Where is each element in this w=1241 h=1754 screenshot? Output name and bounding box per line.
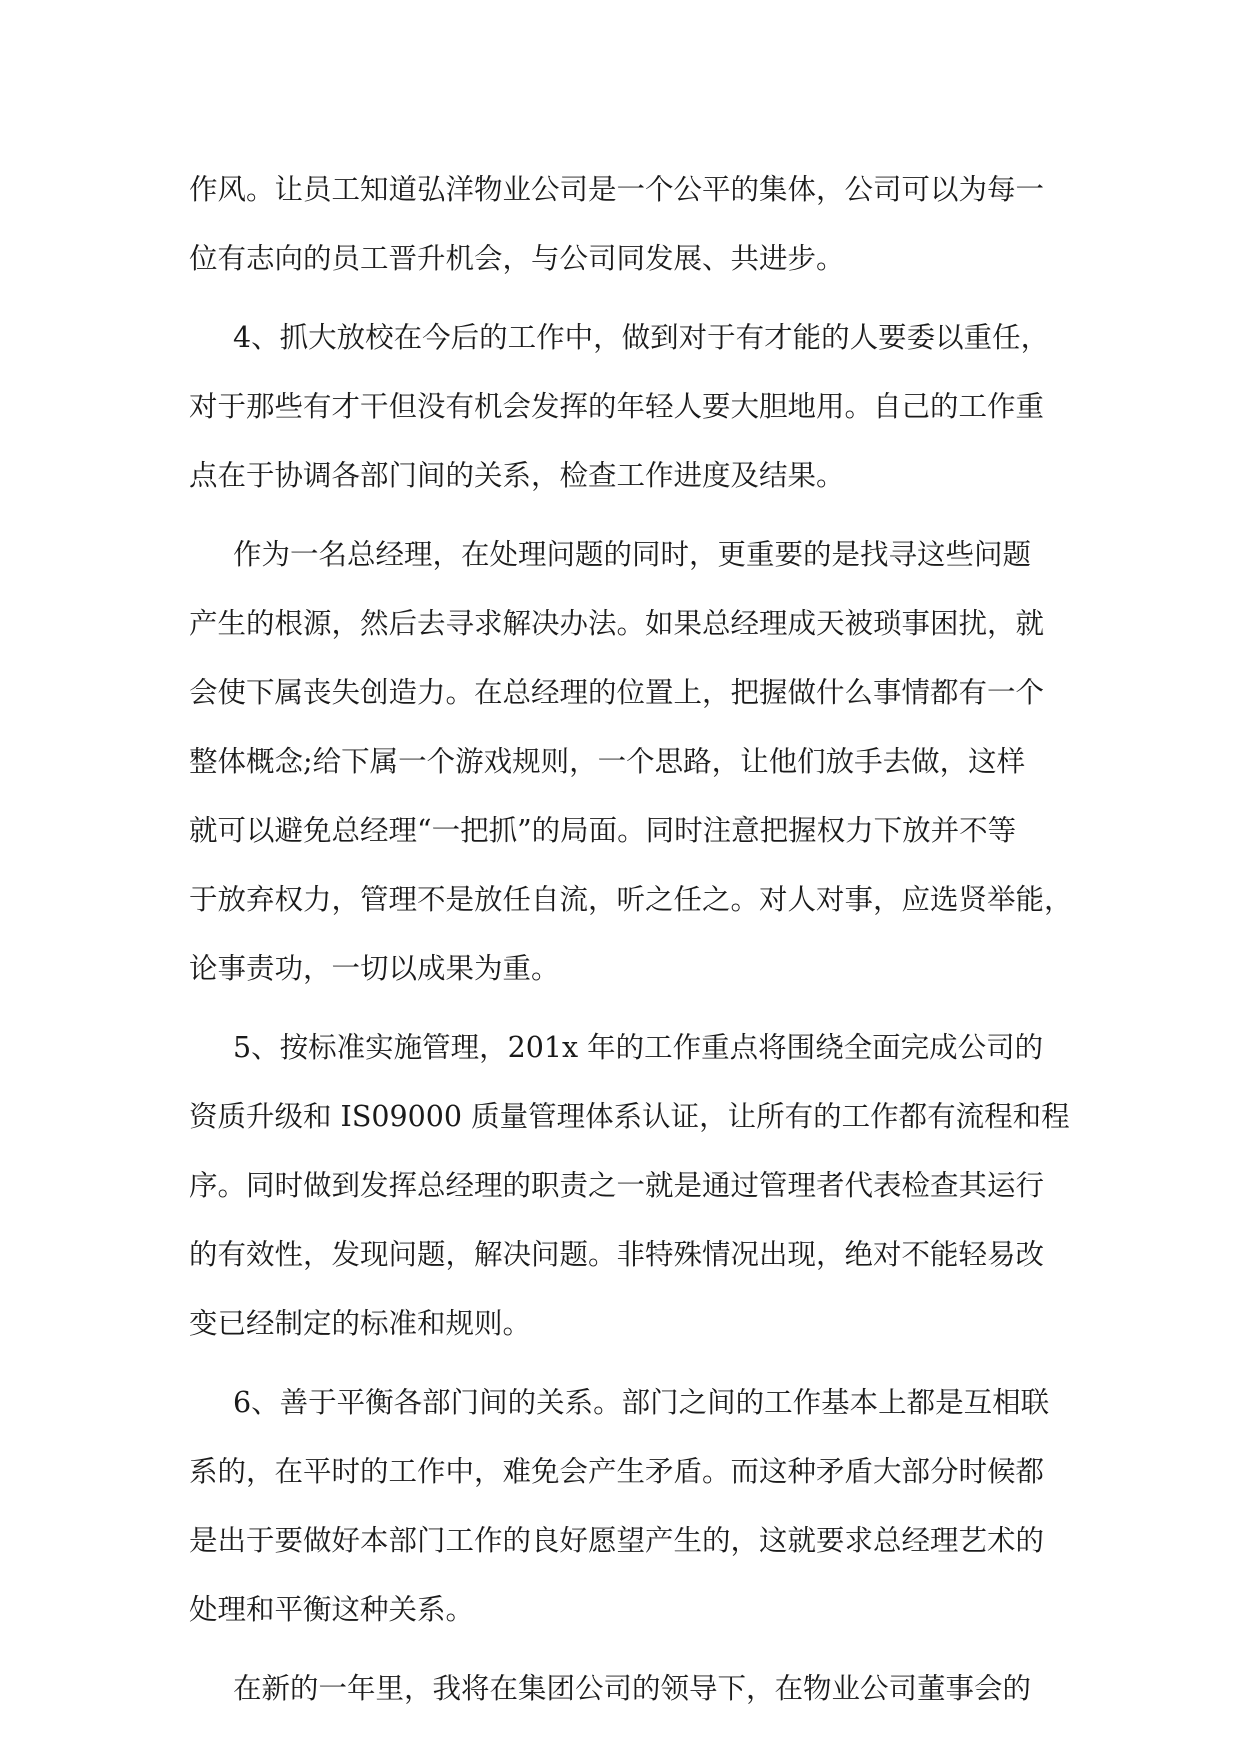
paragraph (189, 303, 1069, 510)
paragraph (189, 155, 1069, 293)
paragraph-line: 处理和平衡这种关系。 (189, 1593, 475, 1626)
paragraph (189, 520, 1073, 1003)
paragraph (189, 1654, 1069, 1723)
paragraph-line: 作为一名总经理，在处理问题的同时，更重要的是找寻这些问题 (233, 538, 1032, 571)
paragraph (189, 1368, 1069, 1644)
paragraph-line: 变已经制定的标准和规则。 (189, 1307, 532, 1340)
paragraph-line: 对于那些有才干但没有机会发挥的年轻人要大胆地用。自己的工作重 (189, 390, 1045, 423)
document-body (189, 155, 1073, 1723)
paragraph-line: 于放弃权力，管理不是放任自流，听之任之。对人对事，应选贤举能， (189, 883, 1073, 916)
paragraph-line: 位有志向的员工晋升机会，与公司同发展、共进步。 (189, 242, 845, 275)
paragraph-line: 点在于协调各部门间的关系，检查工作进度及结果。 (189, 459, 845, 492)
paragraph-line: 6、善于平衡各部门间的关系。部门之间的工作基本上都是互相联 (233, 1386, 1050, 1419)
paragraph (189, 1013, 1069, 1358)
paragraph-line: 作风。让员工知道弘洋物业公司是一个公平的集体，公司可以为每一 (189, 173, 1045, 206)
paragraph-line: 5、按标准实施管理，201x 年的工作重点将围绕全面完成公司的 (233, 1031, 1044, 1064)
paragraph-line: 4、抓大放校在今后的工作中，做到对于有才能的人要委以重任， (233, 321, 1050, 354)
paragraph-line: 在新的一年里，我将在集团公司的领导下，在物业公司董事会的 (233, 1672, 1032, 1705)
paragraph-line: 产生的根源，然后去寻求解决办法。如果总经理成天被琐事困扰，就 (189, 607, 1045, 640)
paragraph-line: 会使下属丧失创造力。在总经理的位置上，把握做什么事情都有一个 (189, 676, 1045, 709)
paragraph-line: 整体概念;给下属一个游戏规则，一个思路，让他们放手去做，这样 (189, 745, 1026, 778)
paragraph-line: 序。同时做到发挥总经理的职责之一就是通过管理者代表检查其运行 (189, 1169, 1045, 1202)
paragraph-line: 的有效性，发现问题，解决问题。非特殊情况出现，绝对不能轻易改 (189, 1238, 1045, 1271)
paragraph-line: 是出于要做好本部门工作的良好愿望产生的，这就要求总经理艺术的 (189, 1524, 1045, 1557)
paragraph-line: 就可以避免总经理“一把抓”的局面。同时注意把握权力下放并不等 (189, 814, 1017, 847)
paragraph-line: 资质升级和 IS09000 质量管理体系认证，让所有的工作都有流程和程 (189, 1100, 1070, 1133)
paragraph-line: 论事责功，一切以成果为重。 (189, 952, 560, 985)
paragraph-line: 系的，在平时的工作中，难免会产生矛盾。而这种矛盾大部分时候都 (189, 1455, 1045, 1488)
